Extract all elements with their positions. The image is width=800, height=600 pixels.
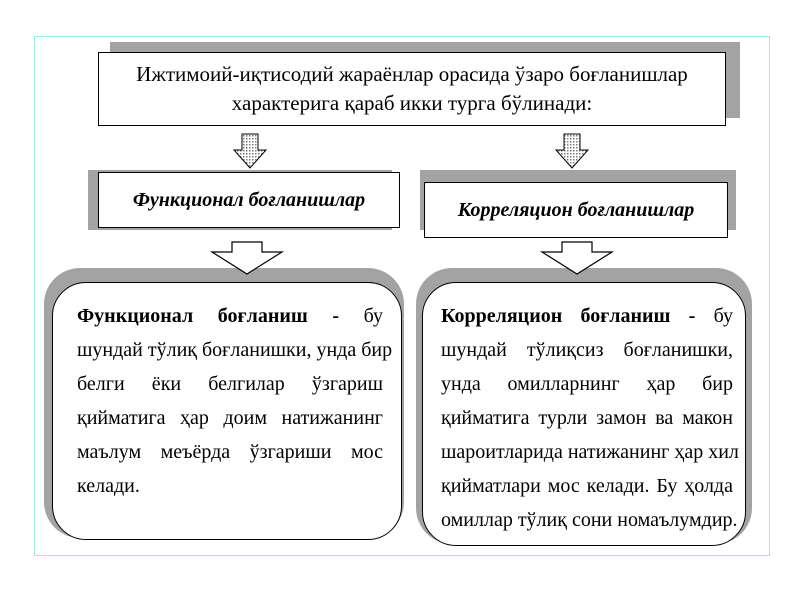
left-term: Функционал боғланиш -: [77, 305, 339, 327]
left-line-3: белги ёки белгилар ўзгариш: [77, 373, 383, 395]
right-heading-text: Корреляцион боғланишлар: [457, 198, 695, 221]
title-line-1: Ижтимоий-иқтисодий жараёнлар орасида ўзаро боғланишлар: [136, 62, 688, 86]
right-line-1-text: бу: [695, 305, 733, 327]
right-term: Корреляцион боғланиш -: [441, 305, 696, 327]
right-line-4: қийматига турли замон ва макон: [441, 407, 733, 429]
down-arrow-right-icon: [556, 134, 588, 168]
right-line-3: унда омилларнинг ҳар бир: [441, 373, 733, 395]
right-line-7: омиллар тўлиқ сони номаълумдир.: [441, 509, 738, 531]
right-line-6: қийматлари мос келади. Бу ҳолда: [441, 475, 733, 497]
left-line-1-text: бу: [339, 305, 383, 327]
left-heading-text: Функционал боғланишлар: [132, 188, 366, 211]
right-line-5: шароитларида натижанинг ҳар хил: [441, 441, 739, 463]
left-line-2: шундай тўлиқ боғланишки, унда бир: [77, 339, 393, 361]
down-arrow-left-card-icon: [212, 242, 282, 274]
down-arrow-right-card-icon: [542, 242, 612, 274]
left-line-4: қийматига ҳар доим натижанинг: [77, 407, 383, 429]
down-arrow-left-icon: [234, 134, 266, 168]
left-line-5: маълум меъёрда ўзгариши мос: [77, 441, 383, 463]
left-line-6: келади.: [77, 475, 140, 497]
title-line-2: характерига қараб икки турга бўлинади:: [231, 91, 593, 115]
right-line-2: шундай тўлиқсиз боғланишки,: [441, 339, 733, 361]
